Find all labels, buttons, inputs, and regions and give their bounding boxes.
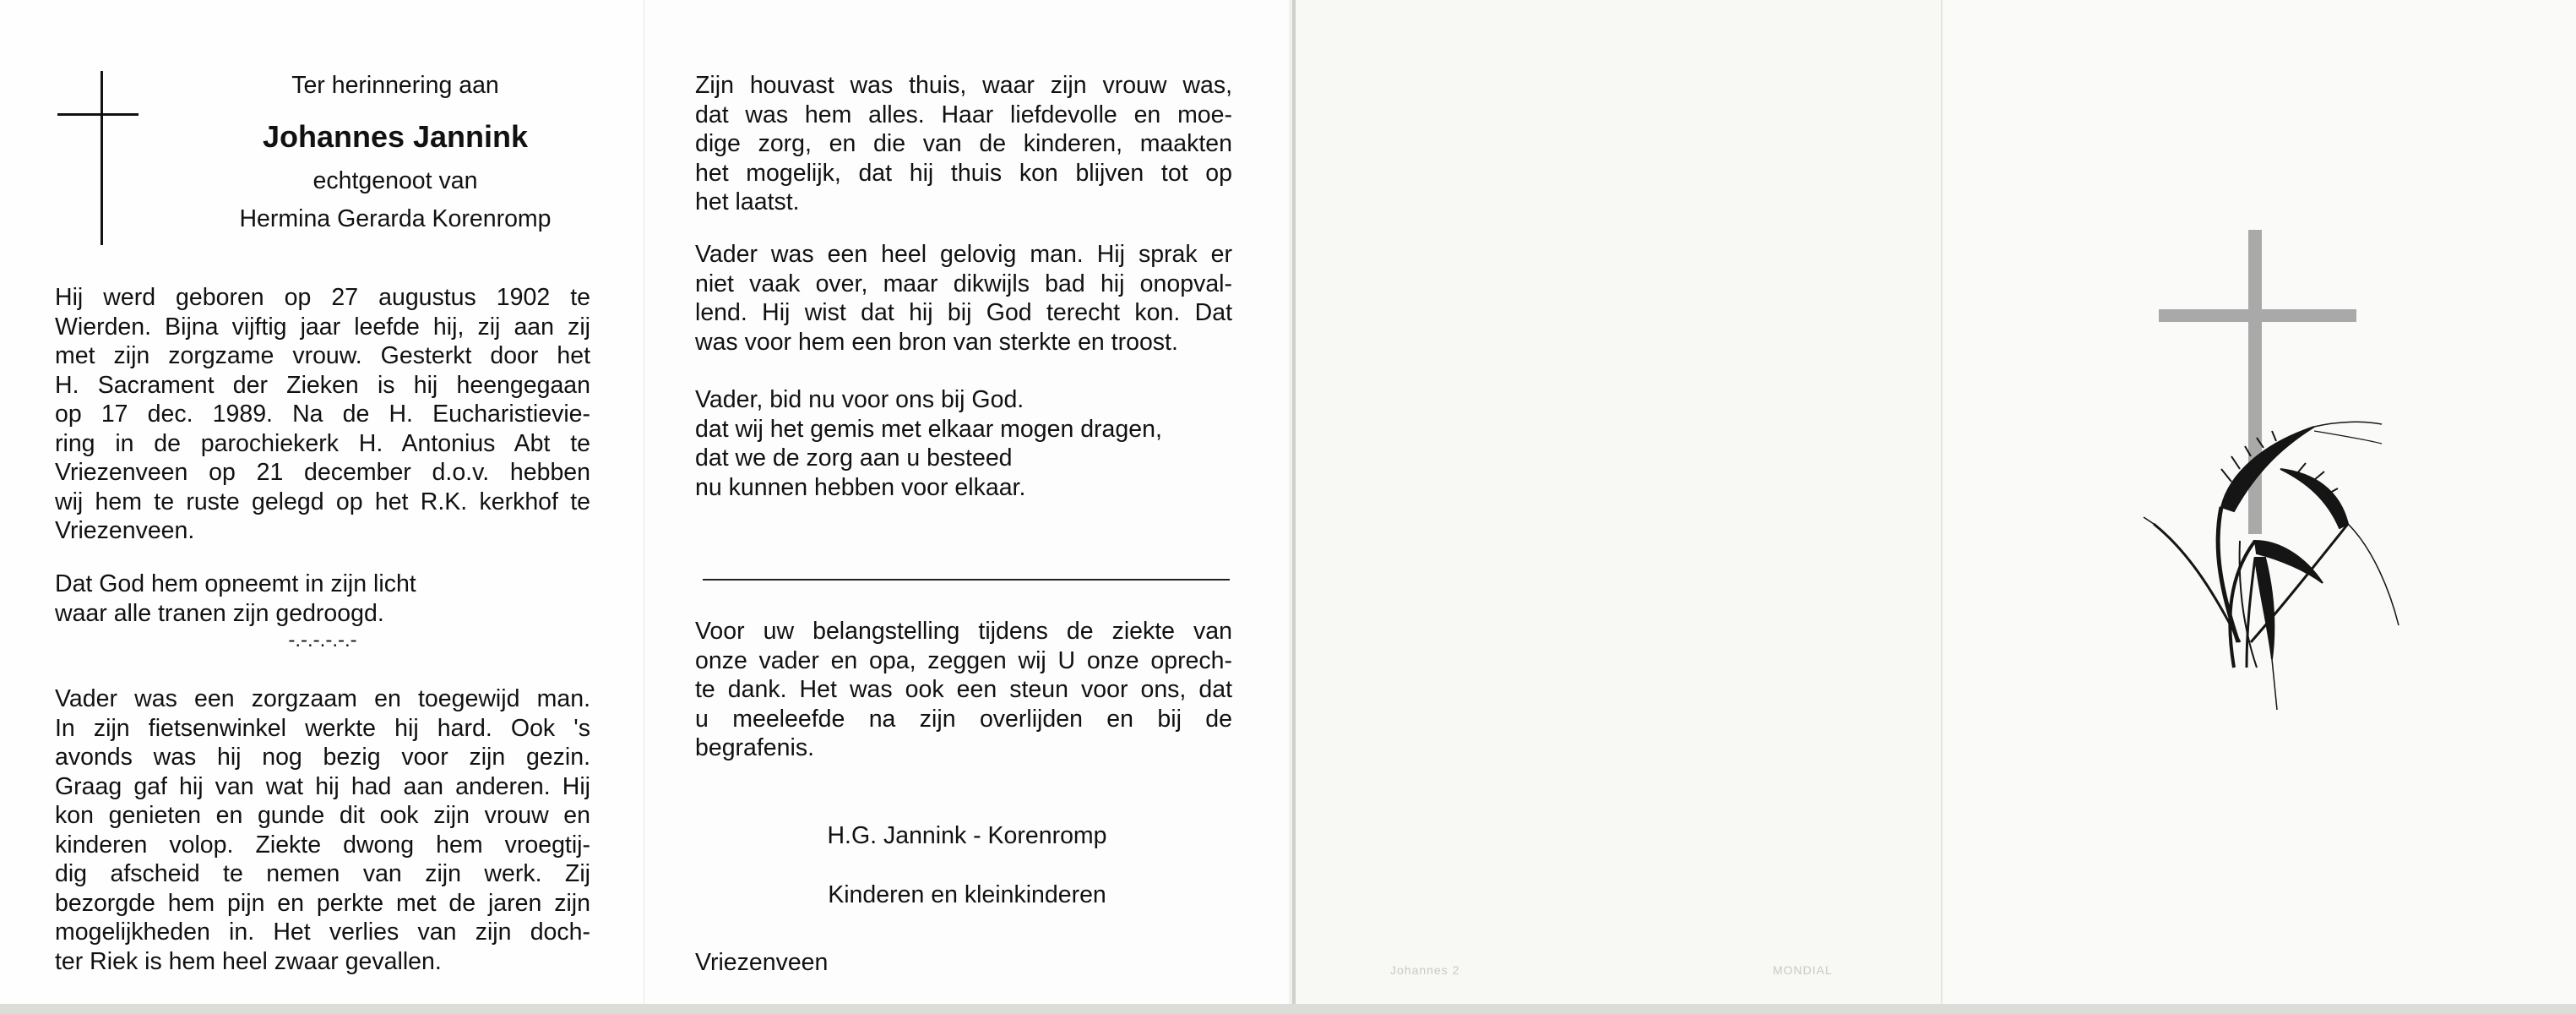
text-line: niet vaak over, maar dikwijls bad hij onopval- — [695, 270, 1232, 297]
text-line: dig afscheid te nemen van zijn werk. Zij — [55, 860, 590, 887]
text-line: te dank. Het was ook een steun voor ons, dat — [695, 676, 1232, 703]
text-line: kon genieten en gunde dit ook zijn vrouw en — [55, 802, 590, 829]
spouse-name: Hermina Gerarda Korenromp — [239, 205, 552, 232]
text-line: was voor hem een bron van sterkte en troost. — [695, 328, 1178, 356]
family-line: Kinderen en kleinkinderen — [828, 881, 1106, 908]
text-line: op 17 dec. 1989. Na de H. Eucharistievie- — [55, 401, 590, 428]
relation-text: echtgenoot van — [312, 167, 478, 194]
text-line: wij hem te ruste gelegd op het R.K. kerkhof te — [55, 488, 590, 515]
text-line: ring in de parochiekerk H. Antonius Abt te — [55, 429, 590, 457]
scan-edge — [0, 1004, 2576, 1014]
text-line: Vader was een zorgzaam en toegewijd man. — [55, 685, 590, 712]
card-front-panel — [1941, 0, 2576, 1011]
text-line: Vader was een heel gelovig man. Hij sprak er — [695, 241, 1232, 268]
wheat-icon — [2144, 422, 2399, 710]
text-line: Voor uw belangstelling tijdens de ziekte van — [695, 618, 1232, 645]
text-line: ter Riek is hem heel zwaar gevallen. — [55, 947, 442, 975]
card-panel-left — [0, 0, 644, 1011]
text-line: H. Sacrament der Zieken is hij heengegaan — [55, 371, 590, 399]
signature: H.G. Jannink - Korenromp — [827, 822, 1107, 849]
text-line: het mogelijk, dat hij thuis kon blijven tot op — [695, 159, 1232, 187]
text-line: dat we de zorg aan u besteed — [695, 444, 1013, 472]
text-line: Vriezenveen op 21 december d.o.v. hebben — [55, 459, 590, 486]
printer-mark: MONDIAL — [1773, 963, 1833, 977]
verse — [55, 570, 590, 628]
thanks-paragraph — [695, 617, 1232, 763]
text-line: Wierden. Bijna vijftig jaar leefde hij, zij aan zij — [55, 313, 590, 341]
text-line: Vriezenveen. — [55, 517, 195, 544]
text-line: bezorgde hem pijn en perkte met de jaren zijn — [55, 889, 590, 917]
prayer — [695, 385, 1232, 502]
separator: -.-.-.-.-.- — [288, 629, 357, 651]
text-line: nu kunnen hebben voor elkaar. — [695, 473, 1026, 501]
home-paragraph — [695, 71, 1232, 217]
intro-text: Ter herinnering aan — [291, 72, 499, 99]
text-line: met zijn zorgzame vrouw. Gesterkt door het — [55, 342, 590, 369]
text-line: begrafenis. — [695, 734, 815, 761]
place-line: Vriezenveen — [695, 949, 829, 976]
text-line: Graag gaf hij van wat hij had aan anderen. Hij — [55, 772, 590, 800]
text-line: dat wij het gemis met elkaar mogen dragen, — [695, 415, 1162, 443]
faith-paragraph — [695, 240, 1232, 357]
text-line: lend. Hij wist dat hij bij God terecht kon. Dat — [695, 299, 1232, 326]
text-line: dige zorg, en die van de kinderen, maakten — [695, 130, 1232, 157]
text-line: avonds was hij nog bezig voor zijn gezin. — [55, 744, 590, 771]
text-line: In zijn fietsenwinkel werkte hij hard. Ook 's — [55, 714, 590, 742]
text-line: Zijn houvast was thuis, waar zijn vrouw was, — [695, 72, 1232, 99]
print-code: Johannes 2 — [1390, 963, 1460, 977]
card-panel-right — [644, 0, 1289, 1011]
divider-line — [703, 579, 1230, 581]
deceased-name: Johannes Jannink — [262, 119, 529, 154]
text-line: Hij werd geboren op 27 augustus 1902 te — [55, 284, 590, 311]
text-line: Vader, bid nu voor ons bij God. — [695, 386, 1024, 413]
tribute-paragraph — [55, 684, 590, 976]
text-line: onze vader en opa, zeggen wij U onze oprech- — [695, 646, 1232, 674]
text-line: dat was hem alles. Haar liefdevolle en moe- — [695, 101, 1232, 128]
text-line: het laatst. — [695, 188, 800, 215]
text-line: waar alle tranen zijn gedroogd. — [55, 599, 384, 627]
card-back-panel — [1292, 0, 1941, 1011]
text-line: kinderen volop. Ziekte dwong hem vroegtij- — [55, 831, 590, 859]
text-line: u meeleefde na zijn overlijden en bij de — [695, 705, 1232, 733]
biography-paragraph — [55, 283, 590, 546]
text-line: mogelijkheden in. Het verlies van zijn doch- — [55, 919, 590, 946]
text-line: Dat God hem opneemt in zijn licht — [55, 570, 416, 597]
cross-wheat-emblem — [1943, 0, 2576, 1011]
